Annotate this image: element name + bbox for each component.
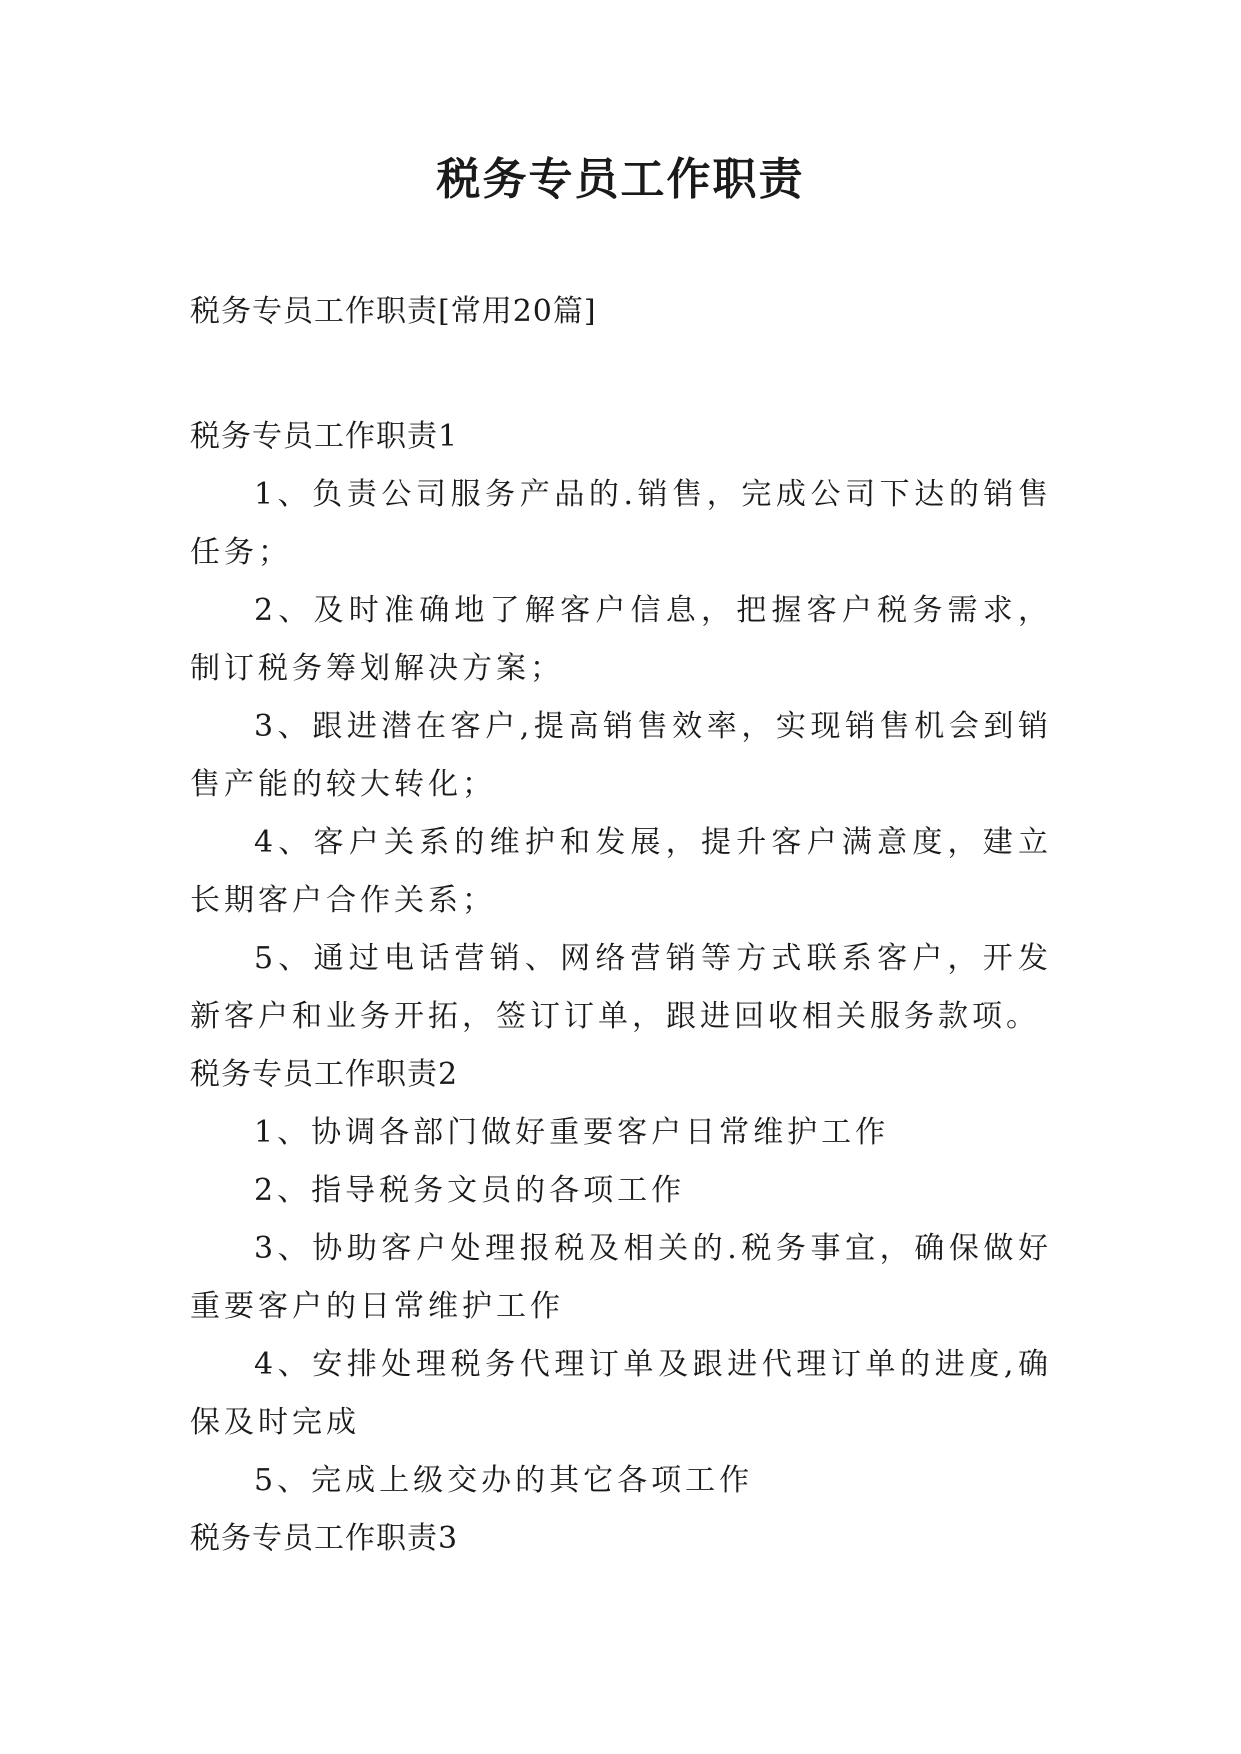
list-item: 3、协助客户处理报税及相关的.税务事宜，确保做好重要客户的日常维护工作: [190, 1231, 1052, 1324]
list-item: 5、完成上级交办的其它各项工作: [254, 1463, 754, 1498]
section-3: [190, 1510, 1052, 1568]
document-title: 税务专员工作职责: [436, 154, 805, 205]
list-item: 1、协调各部门做好重要客户日常维护工作: [254, 1115, 890, 1150]
list-item: 2、指导税务文员的各项工作: [254, 1173, 686, 1208]
list-item: 2、及时准确地了解客户信息，把握客户税务需求，制订税务筹划解决方案；: [190, 593, 1052, 686]
section-heading: 税务专员工作职责3: [190, 1521, 459, 1556]
list-item: 1、负责公司服务产品的.销售，完成公司下达的销售任务；: [190, 477, 1052, 570]
section-1: [190, 408, 1052, 1046]
document-content: [190, 408, 1052, 1568]
section-heading: 税务专员工作职责2: [190, 1057, 459, 1092]
list-item: 5、通过电话营销、网络营销等方式联系客户，开发新客户和业务开拓，签订订单，跟进回收相关服务款项。: [190, 941, 1052, 1034]
list-item: 3、跟进潜在客户,提高销售效率，实现销售机会到销售产能的较大转化；: [190, 709, 1052, 802]
list-item: 4、客户关系的维护和发展，提升客户满意度，建立长期客户合作关系；: [190, 825, 1052, 918]
document-subtitle: 税务专员工作职责[常用20篇]: [190, 294, 597, 329]
section-heading: 税务专员工作职责1: [190, 419, 459, 454]
section-2: [190, 1046, 1052, 1510]
list-item: 4、安排处理税务代理订单及跟进代理订单的进度,确保及时完成: [190, 1347, 1052, 1440]
